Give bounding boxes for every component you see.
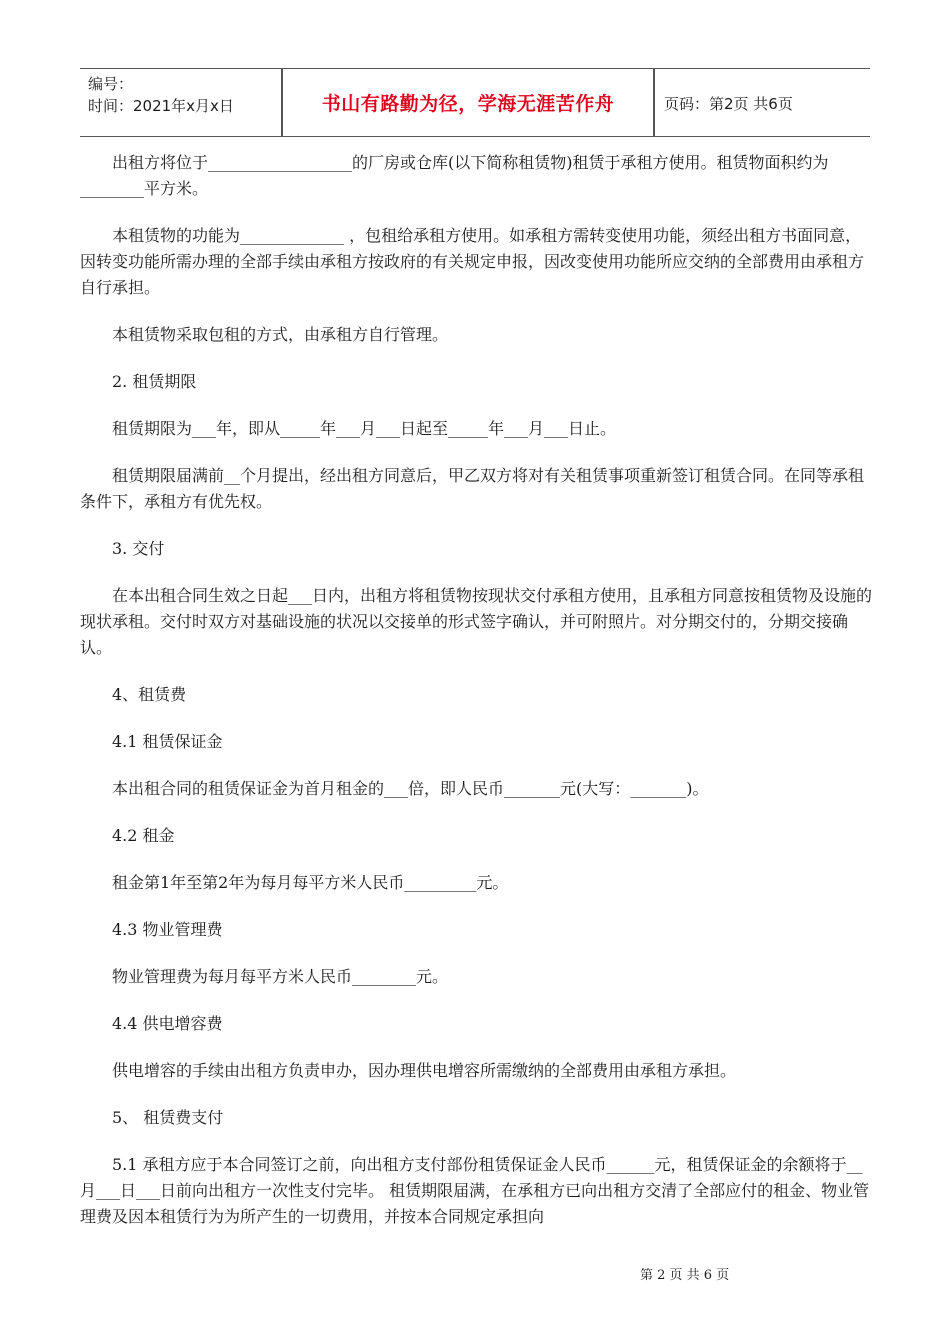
section-heading-lease-term: 2. 租赁期限: [112, 372, 197, 391]
paragraph-rent: 租金第1年至第2年为每月每平方米人民币_________元。: [112, 873, 509, 892]
subsection-heading-deposit: 4.1 租赁保证金: [112, 732, 223, 751]
paragraph-lease-term: 租赁期限为___年，即从_____年___月___日起至_____年___月___日止。: [112, 419, 617, 438]
header-page-number: 页码：第2页 共6页: [664, 95, 793, 113]
page-header: [80, 68, 870, 137]
page-footer: 第 2 页 共 6 页: [640, 1268, 730, 1283]
header-motto: 书山有路勤为径，学海无涯苦作舟: [321, 93, 615, 115]
paragraph-premises: 出租方将位于__________________的厂房或仓库(以下简称租赁物)租赁于承租方使用。租赁物面积约为________平方米。: [80, 153, 829, 198]
section-heading-payment: 5、 租赁费支付: [112, 1108, 224, 1127]
document-number-label: 编号：: [88, 75, 134, 93]
document-date: 时间：2021年x月x日: [88, 97, 234, 115]
paragraph-payment: 5.1 承租方应于本合同签订之前，向出租方支付部份租赁保证金人民币______元，租赁保证金的余额将于__月___日___日前向出租方一次性支付完毕。 租赁期限届满，在承租方已向出租方交清了全部应付的租金、物业管理费及因本租赁行为为所产生的一切费用，并按本合同规定承担向: [80, 1155, 870, 1226]
subsection-heading-property-fee: 4.3 物业管理费: [112, 920, 223, 939]
document-body: [80, 150, 874, 1230]
paragraph-renewal: 租赁期限届满前__个月提出，经出租方同意后，甲乙双方将对有关租赁事项重新签订租赁合同。在同等承租条件下，承租方有优先权。: [80, 466, 865, 511]
subsection-heading-rent: 4.2 租金: [112, 826, 175, 845]
paragraph-management: 本租赁物采取包租的方式，由承租方自行管理。: [112, 325, 449, 344]
section-heading-rental-fees: 4、租赁费: [112, 685, 187, 704]
paragraph-power-capacity: 供电增容的手续由出租方负责申办，因办理供电增容所需缴纳的全部费用由承租方承担。: [112, 1061, 737, 1080]
section-heading-delivery: 3. 交付: [112, 539, 165, 558]
paragraph-deposit: 本出租合同的租赁保证金为首月租金的___倍，即人民币_______元(大写：_______)。: [112, 779, 709, 798]
header-divider: [653, 69, 655, 136]
header-meta: [88, 73, 278, 117]
paragraph-function: 本租赁物的功能为_____________ ，包租给承租方使用。如承租方需转变使用功能，须经出租方书面同意，因转变功能所需办理的全部手续由承租方按政府的有关规定申报，因改变使用功能所应交纳的全部费用由承租方自行承担。: [80, 226, 865, 297]
paragraph-property-fee: 物业管理费为每月每平方米人民币________元。: [112, 967, 449, 986]
paragraph-delivery: 在本出租合同生效之日起___日内，出租方将租赁物按现状交付承租方使用，且承租方同意按租赁物及设施的现状承租。交付时双方对基础设施的状况以交接单的形式签字确认，并可附照片。对分期交付的，分期交接确认。: [80, 586, 873, 657]
subsection-heading-power-capacity: 4.4 供电增容费: [112, 1014, 223, 1033]
